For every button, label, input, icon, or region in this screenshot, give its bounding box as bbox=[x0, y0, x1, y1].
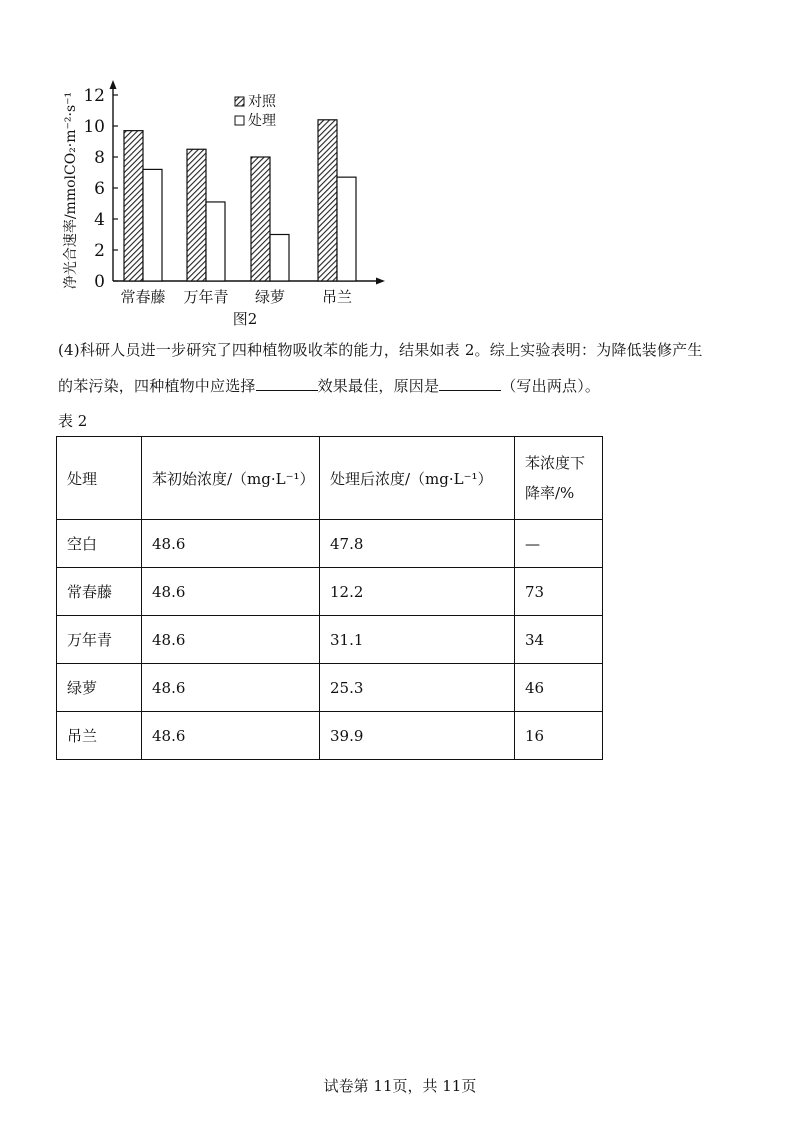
table-row bbox=[57, 712, 603, 760]
table-cell: 常春藤 bbox=[57, 568, 142, 616]
y-tick-label: 4 bbox=[94, 210, 105, 230]
table-cell: 39.9 bbox=[320, 712, 515, 760]
bar-control bbox=[124, 131, 143, 281]
y-axis-label: 净光合速率/mmolCO₂·m⁻²·s⁻¹ bbox=[63, 91, 79, 290]
data-table bbox=[56, 436, 603, 760]
x-tick-label: 常春藤 bbox=[120, 288, 166, 306]
question-line-2b: 效果最佳，原因是 bbox=[317, 377, 440, 395]
bar-control bbox=[251, 157, 270, 281]
table-row bbox=[57, 520, 603, 568]
table-header-cell: 处理后浓度/（mg·L⁻¹） bbox=[320, 437, 515, 520]
table-cell: 48.6 bbox=[142, 664, 320, 712]
table-cell: 34 bbox=[515, 616, 603, 664]
legend-label: 对照 bbox=[248, 94, 276, 110]
bar-control bbox=[187, 149, 206, 281]
table-row bbox=[57, 664, 603, 712]
y-tick-label: 6 bbox=[94, 179, 105, 199]
x-axis-arrow bbox=[376, 278, 385, 285]
table-cell: 48.6 bbox=[142, 568, 320, 616]
table-header-row bbox=[57, 437, 603, 520]
table-header-cell: 处理 bbox=[57, 437, 142, 520]
page-footer: 试卷第 11页，共 11页 bbox=[323, 1077, 477, 1095]
legend-swatch bbox=[235, 97, 244, 106]
table-row bbox=[57, 616, 603, 664]
table-cell: 73 bbox=[515, 568, 603, 616]
bar-treatment bbox=[143, 169, 162, 281]
legend-label: 处理 bbox=[248, 113, 276, 129]
table-row bbox=[57, 568, 603, 616]
chart-bars bbox=[124, 120, 356, 281]
table-header-cell: 苯浓度下降率/% bbox=[515, 437, 603, 520]
table-cell: 25.3 bbox=[320, 664, 515, 712]
table-cell: 47.8 bbox=[320, 520, 515, 568]
question-line-2c: （写出两点）。 bbox=[501, 377, 601, 395]
bar-chart bbox=[55, 60, 385, 330]
table-cell: 吊兰 bbox=[57, 712, 142, 760]
table-cell: 空白 bbox=[57, 520, 142, 568]
table-cell: 12.2 bbox=[320, 568, 515, 616]
y-tick-label: 2 bbox=[94, 241, 105, 261]
y-tick-label: 8 bbox=[94, 148, 105, 168]
y-tick-label: 12 bbox=[83, 86, 105, 106]
bar-control bbox=[318, 120, 337, 281]
chart-legend bbox=[235, 94, 277, 129]
table-caption: 表 2 bbox=[58, 412, 88, 430]
table-cell: 46 bbox=[515, 664, 603, 712]
question-line-2a: 的苯污染，四种植物中应选择 bbox=[58, 377, 256, 395]
table-cell: — bbox=[515, 520, 603, 568]
table-cell: 万年青 bbox=[57, 616, 142, 664]
legend-swatch bbox=[235, 116, 244, 125]
answer-blank-2 bbox=[439, 376, 501, 391]
table-cell: 31.1 bbox=[320, 616, 515, 664]
question-text bbox=[58, 332, 758, 404]
answer-blank-1 bbox=[256, 376, 318, 391]
bar-treatment bbox=[337, 177, 356, 281]
bar-treatment bbox=[270, 235, 289, 282]
table-cell: 48.6 bbox=[142, 520, 320, 568]
x-tick-label: 绿萝 bbox=[254, 288, 286, 306]
table-cell: 48.6 bbox=[142, 712, 320, 760]
y-axis-arrow bbox=[110, 80, 117, 89]
y-tick-label: 10 bbox=[83, 117, 105, 137]
y-tick-label: 0 bbox=[94, 272, 105, 292]
bar-treatment bbox=[206, 202, 225, 281]
table-cell: 绿萝 bbox=[57, 664, 142, 712]
table-cell: 48.6 bbox=[142, 616, 320, 664]
x-tick-label: 吊兰 bbox=[321, 288, 353, 306]
table-cell: 16 bbox=[515, 712, 603, 760]
table-header-cell: 苯初始浓度/（mg·L⁻¹） bbox=[142, 437, 320, 520]
chart-caption: 图2 bbox=[232, 310, 258, 328]
x-tick-label: 万年青 bbox=[183, 288, 229, 306]
question-line-1: (4)科研人员进一步研究了四种植物吸收苯的能力，结果如表 2。综上实验表明：为降低装修产生 bbox=[58, 341, 703, 359]
